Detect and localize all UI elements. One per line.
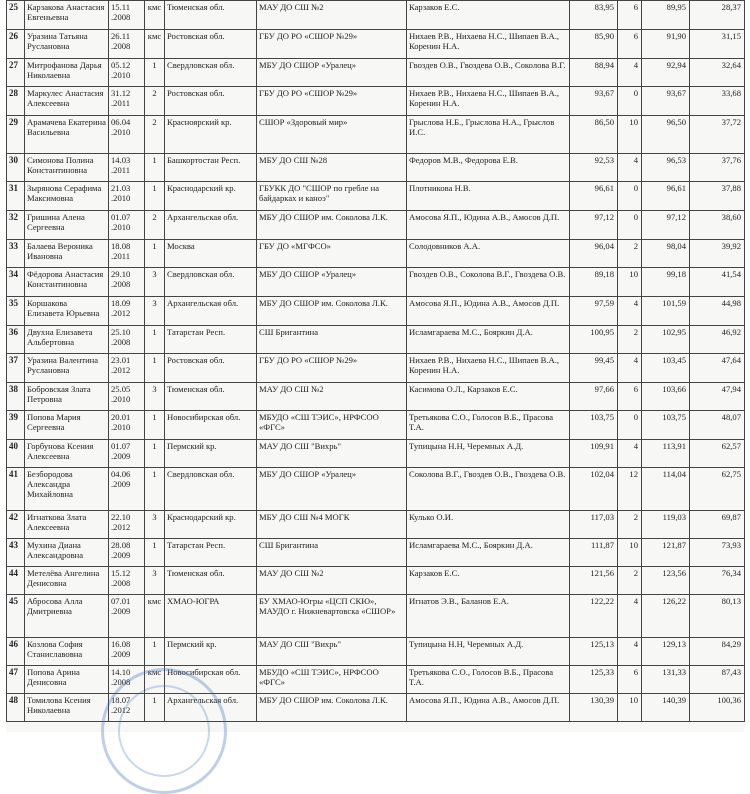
coaches-cell: Нихаев Р.В., Нихаева Н.С., Шипаев В.А., Коренин Н.А. <box>407 354 570 383</box>
table-row <box>7 666 745 694</box>
athlete-name-cell: Гришина Алена Сергеевна <box>25 211 109 240</box>
time-gap-cell: 76,34 <box>690 567 745 595</box>
coaches-cell: Касимова О.Л., Карзаков Е.С. <box>407 383 570 411</box>
result-time-cell: 140,39 <box>642 694 690 722</box>
result-time-cell: 119,03 <box>642 511 690 539</box>
sport-rank-cell: 1 <box>145 154 165 182</box>
athlete-name-cell: Игнаткова Злата Алексеевна <box>25 511 109 539</box>
athlete-name-cell: Томилова Ксения Николаевна <box>25 694 109 722</box>
row-number-cell: 45 <box>7 595 25 638</box>
result-time-cell: 103,45 <box>642 354 690 383</box>
run-time-cell: 117,03 <box>570 511 618 539</box>
time-gap-cell: 44,98 <box>690 297 745 326</box>
organization-cell: БУ ХМАО-Югры «ЦСП СКЮ», МАУДО г. Нижневартовска «СШОР» <box>257 595 407 638</box>
sport-rank-cell: 1 <box>145 694 165 722</box>
row-number-cell: 42 <box>7 511 25 539</box>
result-time-cell: 102,95 <box>642 326 690 354</box>
athlete-name-cell: Зырянова Серафима Максимовна <box>25 182 109 211</box>
time-gap-cell: 73,93 <box>690 539 745 567</box>
time-gap-cell: 33,68 <box>690 87 745 116</box>
table-row <box>7 694 745 722</box>
time-gap-cell: 62,57 <box>690 440 745 468</box>
organization-cell: МБУ ДО СШОР им. Соколова Л.К. <box>257 694 407 722</box>
coaches-cell: Нихаев Р.В., Нихаева Н.С., Шипаев В.А., Коренин Н.А. <box>407 87 570 116</box>
penalty-cell: 4 <box>618 154 642 182</box>
run-time-cell: 125,33 <box>570 666 618 694</box>
time-gap-cell: 38,60 <box>690 211 745 240</box>
time-gap-cell: 62,75 <box>690 468 745 511</box>
run-time-cell: 92,53 <box>570 154 618 182</box>
table-row <box>7 268 745 297</box>
region-cell: Москва <box>165 240 257 268</box>
run-time-cell: 121,56 <box>570 567 618 595</box>
sport-rank-cell: кмс <box>145 30 165 59</box>
penalty-cell: 4 <box>618 638 642 666</box>
result-time-cell: 126,22 <box>642 595 690 638</box>
birth-date-cell: 18.08 .2011 <box>109 240 145 268</box>
organization-cell: МАУ ДО СШ "Вихрь" <box>257 440 407 468</box>
sport-rank-cell: 3 <box>145 567 165 595</box>
penalty-cell: 4 <box>618 354 642 383</box>
result-time-cell: 89,95 <box>642 1 690 30</box>
penalty-cell: 6 <box>618 383 642 411</box>
table-row <box>7 411 745 440</box>
result-time-cell: 91,90 <box>642 30 690 59</box>
result-time-cell: 96,53 <box>642 154 690 182</box>
birth-date-cell: 21.03 .2010 <box>109 182 145 211</box>
birth-date-cell: 26.11 .2008 <box>109 30 145 59</box>
run-time-cell: 83,95 <box>570 1 618 30</box>
region-cell: Свердловская обл. <box>165 468 257 511</box>
athlete-name-cell: Симонова Полина Константиновна <box>25 154 109 182</box>
result-time-cell: 96,50 <box>642 116 690 154</box>
row-number-cell: 33 <box>7 240 25 268</box>
sport-rank-cell: кмс <box>145 1 165 30</box>
row-number-cell: 43 <box>7 539 25 567</box>
run-time-cell: 97,66 <box>570 383 618 411</box>
sport-rank-cell: 1 <box>145 182 165 211</box>
athlete-name-cell: Мухина Диана Александровна <box>25 539 109 567</box>
table-row <box>7 326 745 354</box>
region-cell: Новосибирская обл. <box>165 666 257 694</box>
penalty-cell: 0 <box>618 182 642 211</box>
region-cell: ХМАО-ЮГРА <box>165 595 257 638</box>
time-gap-cell: 39,92 <box>690 240 745 268</box>
run-time-cell: 102,04 <box>570 468 618 511</box>
athlete-name-cell: Безбородова Александра Михайловна <box>25 468 109 511</box>
result-time-cell: 113,91 <box>642 440 690 468</box>
row-number-cell: 32 <box>7 211 25 240</box>
birth-date-cell: 28.08 .2009 <box>109 539 145 567</box>
table-row <box>7 59 745 87</box>
region-cell: Архангельская обл. <box>165 694 257 722</box>
organization-cell: СШ Бригантина <box>257 539 407 567</box>
result-time-cell: 99,18 <box>642 268 690 297</box>
penalty-cell: 0 <box>618 87 642 116</box>
row-number-cell: 34 <box>7 268 25 297</box>
coaches-cell: Плотникова Н.В. <box>407 182 570 211</box>
result-time-cell: 97,12 <box>642 211 690 240</box>
penalty-cell: 10 <box>618 694 642 722</box>
coaches-cell: Игнатов Э.В., Баланов Е.А. <box>407 595 570 638</box>
coaches-cell: Карзаков Е.С. <box>407 1 570 30</box>
time-gap-cell: 28,37 <box>690 1 745 30</box>
result-time-cell: 121,87 <box>642 539 690 567</box>
row-number-cell: 39 <box>7 411 25 440</box>
athlete-name-cell: Уразина Татьяна Руслановна <box>25 30 109 59</box>
sport-rank-cell: 1 <box>145 59 165 87</box>
coaches-cell: Амосова Я.П., Юдина А.В., Амосов Д.П. <box>407 297 570 326</box>
sport-rank-cell: 1 <box>145 539 165 567</box>
birth-date-cell: 16.08 .2009 <box>109 638 145 666</box>
athlete-name-cell: Карзакова Анастасия Евгеньевна <box>25 1 109 30</box>
coaches-cell: Солодовников А.А. <box>407 240 570 268</box>
run-time-cell: 100,95 <box>570 326 618 354</box>
birth-date-cell: 14.03 .2011 <box>109 154 145 182</box>
birth-date-cell: 01.07 .2010 <box>109 211 145 240</box>
run-time-cell: 122,22 <box>570 595 618 638</box>
row-number-cell: 28 <box>7 87 25 116</box>
run-time-cell: 93,67 <box>570 87 618 116</box>
table-row <box>7 511 745 539</box>
row-number-cell: 47 <box>7 666 25 694</box>
row-number-cell: 29 <box>7 116 25 154</box>
table-row <box>7 30 745 59</box>
penalty-cell: 4 <box>618 440 642 468</box>
run-time-cell: 88,94 <box>570 59 618 87</box>
results-sheet <box>6 0 744 732</box>
coaches-cell: Третьякова С.О., Голосов В.Б., Прасова Т.А. <box>407 411 570 440</box>
table-row <box>7 638 745 666</box>
time-gap-cell: 87,43 <box>690 666 745 694</box>
time-gap-cell: 47,94 <box>690 383 745 411</box>
run-time-cell: 130,39 <box>570 694 618 722</box>
time-gap-cell: 41,54 <box>690 268 745 297</box>
result-time-cell: 131,33 <box>642 666 690 694</box>
penalty-cell: 6 <box>618 1 642 30</box>
region-cell: Пермский кр. <box>165 440 257 468</box>
table-row <box>7 211 745 240</box>
result-time-cell: 114,04 <box>642 468 690 511</box>
table-row <box>7 87 745 116</box>
region-cell: Тюменская обл. <box>165 383 257 411</box>
sport-rank-cell: 1 <box>145 638 165 666</box>
organization-cell: ГБУ ДО РО «СШОР №29» <box>257 30 407 59</box>
coaches-cell: Грыслова Н.Б., Грыслова Н.А., Грыслов И.С. <box>407 116 570 154</box>
organization-cell: МАУ ДО СШ №2 <box>257 1 407 30</box>
penalty-cell: 2 <box>618 240 642 268</box>
penalty-cell: 6 <box>618 30 642 59</box>
run-time-cell: 109,91 <box>570 440 618 468</box>
row-number-cell: 38 <box>7 383 25 411</box>
organization-cell: МБУ ДО СШОР им. Соколова Л.К. <box>257 297 407 326</box>
birth-date-cell: 18.07 .2012 <box>109 694 145 722</box>
row-number-cell: 36 <box>7 326 25 354</box>
table-row <box>7 595 745 638</box>
birth-date-cell: 25.05 .2010 <box>109 383 145 411</box>
region-cell: Ростовская обл. <box>165 87 257 116</box>
sport-rank-cell: 3 <box>145 511 165 539</box>
sport-rank-cell: 3 <box>145 268 165 297</box>
time-gap-cell: 37,76 <box>690 154 745 182</box>
coaches-cell: Карзаков Е.С. <box>407 567 570 595</box>
region-cell: Новосибирская обл. <box>165 411 257 440</box>
table-row <box>7 567 745 595</box>
row-number-cell: 44 <box>7 567 25 595</box>
penalty-cell: 2 <box>618 326 642 354</box>
athlete-name-cell: Уразина Валентина Руслановна <box>25 354 109 383</box>
coaches-cell: Соколова В.Г., Гвоздев О.В., Гвоздева О.В. <box>407 468 570 511</box>
organization-cell: СШ Бригантина <box>257 326 407 354</box>
organization-cell: МБУ ДО СШ №4 МОГК <box>257 511 407 539</box>
birth-date-cell: 07.01 .2009 <box>109 595 145 638</box>
row-number-cell: 31 <box>7 182 25 211</box>
table-row <box>7 154 745 182</box>
table-row <box>7 440 745 468</box>
sport-rank-cell: 1 <box>145 440 165 468</box>
run-time-cell: 86,50 <box>570 116 618 154</box>
region-cell: Башкортостан Респ. <box>165 154 257 182</box>
penalty-cell: 10 <box>618 116 642 154</box>
athlete-name-cell: Митрофанова Дарья Николаевна <box>25 59 109 87</box>
organization-cell: МБУ ДО СШОР «Уралец» <box>257 268 407 297</box>
run-time-cell: 111,87 <box>570 539 618 567</box>
table-row <box>7 354 745 383</box>
birth-date-cell: 15.11 .2008 <box>109 1 145 30</box>
time-gap-cell: 46,92 <box>690 326 745 354</box>
organization-cell: МБУ ДО СШОР «Уралец» <box>257 468 407 511</box>
table-row <box>7 297 745 326</box>
result-time-cell: 98,04 <box>642 240 690 268</box>
coaches-cell: Гвоздев О.В., Соколова В.Г., Гвоздева О.В. <box>407 268 570 297</box>
region-cell: Ростовская обл. <box>165 354 257 383</box>
sport-rank-cell: 3 <box>145 383 165 411</box>
table-row <box>7 383 745 411</box>
table-row <box>7 539 745 567</box>
coaches-cell: Третьякова С.О., Голосов В.Б., Прасова Т.А. <box>407 666 570 694</box>
birth-date-cell: 20.01 .2010 <box>109 411 145 440</box>
region-cell: Тюменская обл. <box>165 567 257 595</box>
penalty-cell: 10 <box>618 539 642 567</box>
coaches-cell: Тупицына Н.Н, Черемных А.Д. <box>407 440 570 468</box>
run-time-cell: 99,45 <box>570 354 618 383</box>
row-number-cell: 25 <box>7 1 25 30</box>
penalty-cell: 0 <box>618 411 642 440</box>
sport-rank-cell: 1 <box>145 240 165 268</box>
organization-cell: ГБУ ДО РО «СШОР №29» <box>257 87 407 116</box>
run-time-cell: 97,59 <box>570 297 618 326</box>
time-gap-cell: 47,64 <box>690 354 745 383</box>
athlete-name-cell: Арамачева Екатерина Васильевна <box>25 116 109 154</box>
region-cell: Тюменская обл. <box>165 1 257 30</box>
run-time-cell: 89,18 <box>570 268 618 297</box>
penalty-cell: 2 <box>618 567 642 595</box>
row-number-cell: 46 <box>7 638 25 666</box>
time-gap-cell: 37,72 <box>690 116 745 154</box>
athlete-name-cell: Метелёва Ангелина Денисовна <box>25 567 109 595</box>
run-time-cell: 125,13 <box>570 638 618 666</box>
sport-rank-cell: 1 <box>145 354 165 383</box>
athlete-name-cell: Балаева Вероника Ивановна <box>25 240 109 268</box>
results-table-body <box>7 1 745 722</box>
sport-rank-cell: 1 <box>145 468 165 511</box>
athlete-name-cell: Двухна Елизавета Альбертовна <box>25 326 109 354</box>
athlete-name-cell: Попова Арина Денисовна <box>25 666 109 694</box>
result-time-cell: 96,61 <box>642 182 690 211</box>
sport-rank-cell: 1 <box>145 411 165 440</box>
birth-date-cell: 04.06 .2009 <box>109 468 145 511</box>
penalty-cell: 6 <box>618 666 642 694</box>
time-gap-cell: 100,36 <box>690 694 745 722</box>
organization-cell: МБУДО «СШ ТЭИС», НРФСОО «ФГС» <box>257 411 407 440</box>
birth-date-cell: 22.10 .2012 <box>109 511 145 539</box>
row-number-cell: 30 <box>7 154 25 182</box>
athlete-name-cell: Фёдорова Анастасия Константиновна <box>25 268 109 297</box>
table-row <box>7 182 745 211</box>
region-cell: Архангельская обл. <box>165 211 257 240</box>
birth-date-cell: 06.04 .2010 <box>109 116 145 154</box>
birth-date-cell: 18.09 .2012 <box>109 297 145 326</box>
row-number-cell: 27 <box>7 59 25 87</box>
coaches-cell: Нихаев Р.В., Нихаева Н.С., Шипаев В.А., Коренин Н.А. <box>407 30 570 59</box>
run-time-cell: 96,61 <box>570 182 618 211</box>
birth-date-cell: 05.12 .2010 <box>109 59 145 87</box>
organization-cell: МАУ ДО СШ №2 <box>257 567 407 595</box>
penalty-cell: 0 <box>618 211 642 240</box>
table-row <box>7 116 745 154</box>
coaches-cell: Амосова Я.П., Юдина А.В., Амосов Д.П. <box>407 211 570 240</box>
time-gap-cell: 31,15 <box>690 30 745 59</box>
result-time-cell: 103,66 <box>642 383 690 411</box>
coaches-cell: Амосова Я.П., Юдина А.В., Амосов Д.П. <box>407 694 570 722</box>
region-cell: Архангельская обл. <box>165 297 257 326</box>
result-time-cell: 103,75 <box>642 411 690 440</box>
result-time-cell: 129,13 <box>642 638 690 666</box>
table-row <box>7 468 745 511</box>
athlete-name-cell: Попова Мария Сергеевна <box>25 411 109 440</box>
birth-date-cell: 29.10 .2008 <box>109 268 145 297</box>
organization-cell: ГБУ ДО «МГФСО» <box>257 240 407 268</box>
penalty-cell: 10 <box>618 268 642 297</box>
birth-date-cell: 25.10 .2008 <box>109 326 145 354</box>
time-gap-cell: 32,64 <box>690 59 745 87</box>
birth-date-cell: 31.12 .2011 <box>109 87 145 116</box>
result-time-cell: 101,59 <box>642 297 690 326</box>
run-time-cell: 96,04 <box>570 240 618 268</box>
sport-rank-cell: 3 <box>145 297 165 326</box>
birth-date-cell: 01.07 .2009 <box>109 440 145 468</box>
athlete-name-cell: Абросова Алла Дмитриевна <box>25 595 109 638</box>
sport-rank-cell: кмс <box>145 666 165 694</box>
results-table <box>6 0 745 722</box>
organization-cell: МБУ ДО СШОР им. Соколова Л.К. <box>257 211 407 240</box>
row-number-cell: 37 <box>7 354 25 383</box>
athlete-name-cell: Козлова София Станиславовна <box>25 638 109 666</box>
organization-cell: ГБУКК ДО "СШОР по гребле на байдарках и каноэ" <box>257 182 407 211</box>
penalty-cell: 4 <box>618 595 642 638</box>
run-time-cell: 97,12 <box>570 211 618 240</box>
coaches-cell: Кулько О.И. <box>407 511 570 539</box>
coaches-cell: Исламгараева М.С., Бояркин Д.А. <box>407 539 570 567</box>
coaches-cell: Гвоздев О.В., Гвоздева О.В., Соколова В.Г. <box>407 59 570 87</box>
organization-cell: МАУ ДО СШ №2 <box>257 383 407 411</box>
athlete-name-cell: Горбунова Ксения Алексеевна <box>25 440 109 468</box>
birth-date-cell: 23.01 .2012 <box>109 354 145 383</box>
organization-cell: МБУ ДО СШОР «Уралец» <box>257 59 407 87</box>
birth-date-cell: 15.12 .2008 <box>109 567 145 595</box>
region-cell: Татарстан Респ. <box>165 326 257 354</box>
sport-rank-cell: 2 <box>145 87 165 116</box>
result-time-cell: 123,56 <box>642 567 690 595</box>
sport-rank-cell: 1 <box>145 326 165 354</box>
row-number-cell: 48 <box>7 694 25 722</box>
time-gap-cell: 69,87 <box>690 511 745 539</box>
time-gap-cell: 37,88 <box>690 182 745 211</box>
penalty-cell: 4 <box>618 297 642 326</box>
coaches-cell: Федоров М.В., Федорова Е.В. <box>407 154 570 182</box>
region-cell: Пермский кр. <box>165 638 257 666</box>
athlete-name-cell: Коршакова Елизавета Юрьевна <box>25 297 109 326</box>
result-time-cell: 93,67 <box>642 87 690 116</box>
time-gap-cell: 84,29 <box>690 638 745 666</box>
run-time-cell: 85,90 <box>570 30 618 59</box>
sport-rank-cell: 2 <box>145 211 165 240</box>
penalty-cell: 4 <box>618 59 642 87</box>
coaches-cell: Исламгараева М.С., Бояркин Д.А. <box>407 326 570 354</box>
time-gap-cell: 80,13 <box>690 595 745 638</box>
coaches-cell: Тупицына Н.Н, Черемных А.Д. <box>407 638 570 666</box>
birth-date-cell: 14.10 .2008 <box>109 666 145 694</box>
row-number-cell: 41 <box>7 468 25 511</box>
organization-cell: СШОР «Здоровый мир» <box>257 116 407 154</box>
region-cell: Свердловская обл. <box>165 268 257 297</box>
region-cell: Красноярский кр. <box>165 116 257 154</box>
region-cell: Краснодарский кр. <box>165 182 257 211</box>
time-gap-cell: 48,07 <box>690 411 745 440</box>
organization-cell: МБУ ДО СШ №28 <box>257 154 407 182</box>
sport-rank-cell: кмс <box>145 595 165 638</box>
table-row <box>7 1 745 30</box>
athlete-name-cell: Бобровская Злата Петровна <box>25 383 109 411</box>
organization-cell: ГБУ ДО РО «СШОР №29» <box>257 354 407 383</box>
organization-cell: МАУ ДО СШ "Вихрь" <box>257 638 407 666</box>
run-time-cell: 103,75 <box>570 411 618 440</box>
region-cell: Краснодарский кр. <box>165 511 257 539</box>
result-time-cell: 92,94 <box>642 59 690 87</box>
row-number-cell: 40 <box>7 440 25 468</box>
sport-rank-cell: 2 <box>145 116 165 154</box>
penalty-cell: 12 <box>618 468 642 511</box>
row-number-cell: 26 <box>7 30 25 59</box>
table-row <box>7 240 745 268</box>
athlete-name-cell: Маркулес Анастасия Алексеевна <box>25 87 109 116</box>
region-cell: Татарстан Респ. <box>165 539 257 567</box>
organization-cell: МБУДО «СШ ТЭИС», НРФСОО «ФГС» <box>257 666 407 694</box>
region-cell: Свердловская обл. <box>165 59 257 87</box>
row-number-cell: 35 <box>7 297 25 326</box>
penalty-cell: 2 <box>618 511 642 539</box>
region-cell: Ростовская обл. <box>165 30 257 59</box>
